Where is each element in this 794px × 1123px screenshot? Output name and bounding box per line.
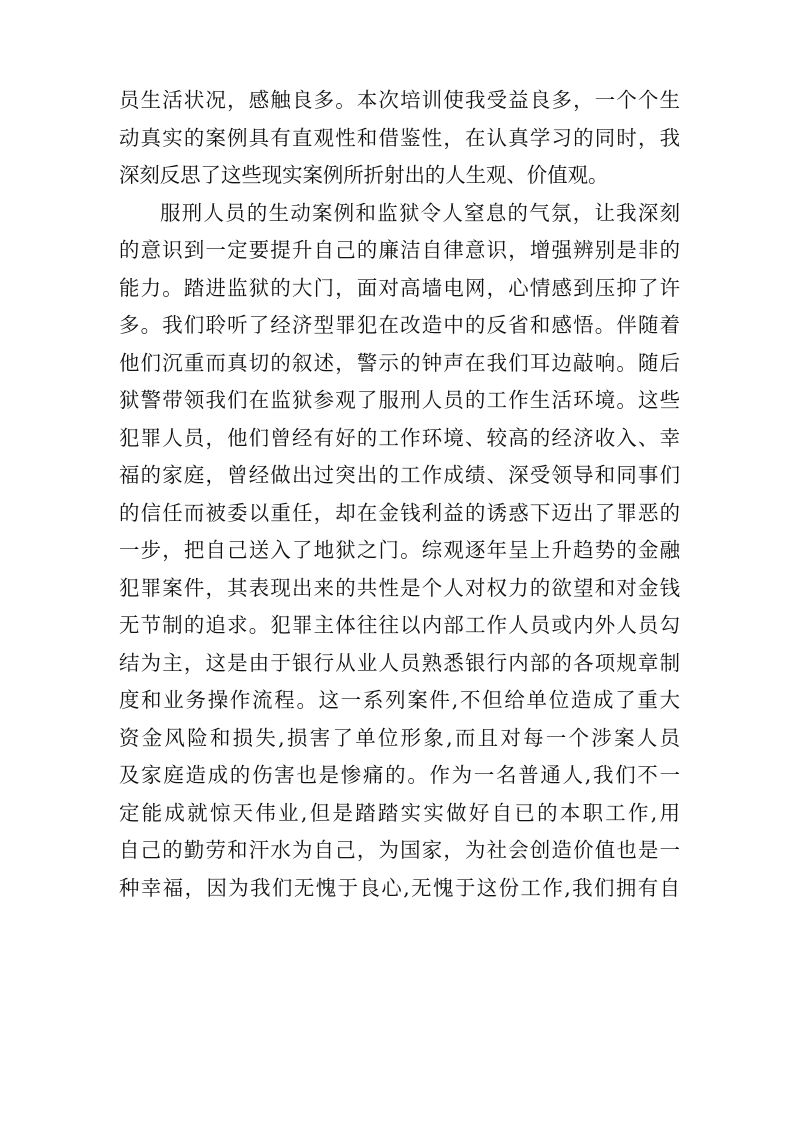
text-line: 员生活状况，感触良多。本次培训使我受益良多，一个个生 bbox=[119, 88, 680, 112]
text-line: 犯罪人员，他们曾经有好的工作环境、较高的经济收入、幸 bbox=[119, 425, 680, 450]
text-line: 狱警带领我们在监狱参观了服刑人员的工作生活环境。这些 bbox=[119, 388, 680, 412]
text-line: 动真实的案例具有直观性和借鉴性，在认真学习的同时，我 bbox=[119, 125, 680, 150]
text-line: 资金风险和损失,损害了单位形象,而且对每一个涉案人员 bbox=[119, 725, 680, 750]
text-line: 福的家庭，曾经做出过突出的工作成绩、深受领导和同事们 bbox=[119, 463, 680, 487]
text-line: 犯罪案件，其表现出来的共性是个人对权力的欲望和对金钱 bbox=[119, 575, 680, 600]
text-line: 度和业务操作流程。这一系列案件,不但给单位造成了重大 bbox=[119, 688, 680, 712]
body-text bbox=[119, 82, 680, 907]
text-line: 多。我们聆听了经济型罪犯在改造中的反省和感悟。伴随着 bbox=[119, 313, 680, 337]
paragraph-2 bbox=[119, 195, 680, 908]
text-line: 的信任而被委以重任，却在金钱利益的诱惑下迈出了罪恶的 bbox=[119, 500, 680, 525]
text-line: 一步，把自己送入了地狱之门。综观逐年呈上升趋势的金融 bbox=[119, 538, 680, 562]
text-line: 自己的勤劳和汗水为自己，为国家，为社会创造价值也是一 bbox=[119, 838, 680, 862]
text-line: 他们沉重而真切的叙述，警示的钟声在我们耳边敲响。随后 bbox=[119, 350, 680, 375]
text-line: 服刑人员的生动案例和监狱令人窒息的气氛，让我深刻 bbox=[160, 200, 680, 225]
text-line: 的意识到一定要提升自己的廉洁自律意识，增强辨别是非的 bbox=[119, 238, 680, 262]
text-line: 能力。踏进监狱的大门，面对高墙电网，心情感到压抑了许 bbox=[119, 275, 680, 300]
paragraph-1 bbox=[119, 82, 680, 195]
text-line: 定能成就惊天伟业,但是踏踏实实做好自已的本职工作,用 bbox=[119, 800, 680, 825]
text-line: 深刻反思了这些现实案例所折射出的人生观、价值观。 bbox=[119, 163, 609, 187]
text-line: 种幸福，因为我们无愧于良心,无愧于这份工作,我们拥有自 bbox=[119, 875, 680, 900]
text-line: 及家庭造成的伤害也是惨痛的。作为一名普通人,我们不一 bbox=[119, 763, 680, 787]
text-line: 无节制的追求。犯罪主体往往以内部工作人员或内外人员勾 bbox=[119, 613, 680, 637]
text-line: 结为主，这是由于银行从业人员熟悉银行内部的各项规章制 bbox=[119, 650, 680, 675]
